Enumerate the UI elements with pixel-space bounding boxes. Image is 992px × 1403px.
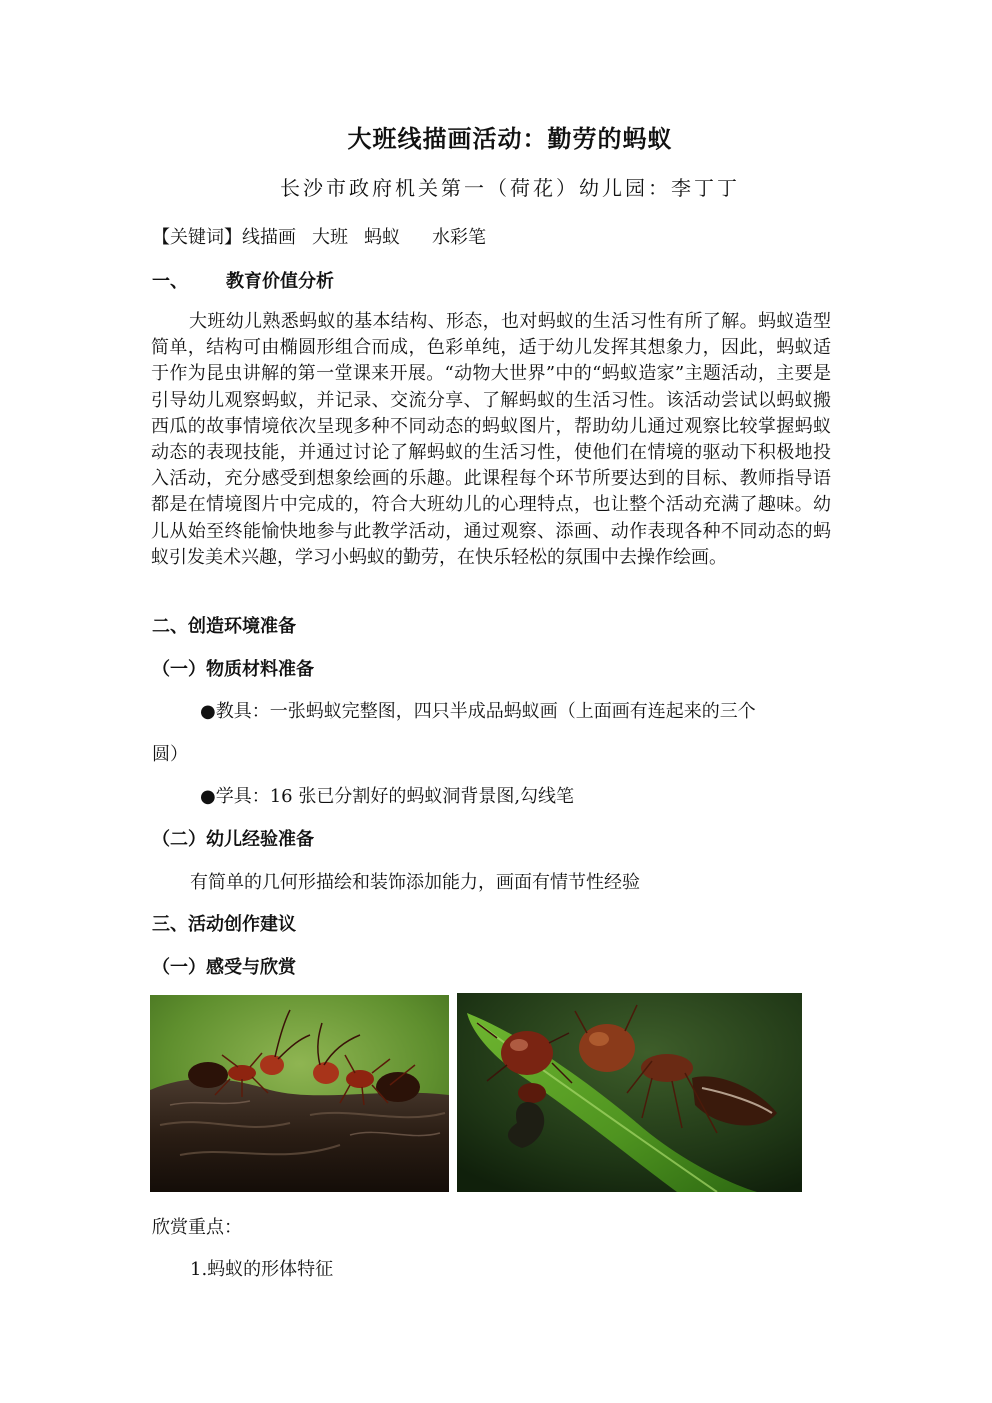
section1-paragraph: 大班幼儿熟悉蚂蚁的基本结构、形态，也对蚂蚁的生活习性有所了解。蚂蚁造型简单，结构可由椭圆形组合而成，色彩单纯，适于幼儿发挥其想象力，因此，蚂蚁适于作为昆虫讲解的第一堂课来开展。“动物大世界”中的“蚂蚁造家”主题活动，主要是引导幼儿观察蚂蚁，并记录、交流分享、了解蚂蚁的生活习性。该活动尝试以蚂蚁搬西瓜的故事情境依次呈现多种不同动态的蚂蚁图片，帮助幼儿通过观察比较掌握蚂蚁动态的表现技能，并通过讨论了解蚂蚁的生活习性，使他们在情境的驱动下积极地投入活动，充分感受到想象绘画的乐趣。此课程每个环节所要达到的目标、教师指导语都是在情境图片中完成的，符合大班幼儿的心理特点，也让整个活动充满了趣味。幼儿从始至终能愉快地参与此教学活动，通过观察、添画、动作表现各种不同动态的蚂蚁引发美术兴趣，学习小蚂蚁的勤劳，在快乐轻松的氛围中去操作绘画。 <box>151 311 831 568</box>
keyword-1: 线描画 <box>242 227 296 248</box>
section3-heading: 三、活动创作建议 <box>152 914 296 935</box>
keyword-3: 蚂蚁 <box>364 227 400 248</box>
keywords-line <box>152 223 502 249</box>
teaching-aids-line1: ●教具：一张蚂蚁完整图，四只半成品蚂蚁画（上面画有连起来的三个 <box>200 701 756 722</box>
section1-number: 一、 <box>152 271 188 292</box>
section2-heading: 二、创造环境准备 <box>152 616 296 637</box>
section3-sub1-heading: （一）感受与欣赏 <box>152 957 296 978</box>
focus-label: 欣赏重点： <box>152 1217 242 1238</box>
ants-on-leaf-illustration <box>457 993 802 1192</box>
section2-sub2-heading: （二）幼儿经验准备 <box>152 829 314 850</box>
section2-sub1-heading: （一）物质材料准备 <box>152 659 314 680</box>
page-title: 大班线描画活动：勤劳的蚂蚁 <box>347 125 673 153</box>
section1-heading <box>152 267 334 293</box>
teaching-aids-line2: 圆） <box>152 744 188 765</box>
focus-point-1: 1.蚂蚁的形体特征 <box>190 1259 334 1280</box>
ants-on-bark-illustration <box>150 995 449 1192</box>
keyword-2: 大班 <box>312 227 348 248</box>
section1-title: 教育价值分析 <box>226 271 334 292</box>
keywords-label: 【关键词】 <box>152 227 242 248</box>
author-line: 长沙市政府机关第一（荷花）幼儿园：李丁丁 <box>280 176 740 200</box>
learning-tools-line: ●学具：16 张已分割好的蚂蚁洞背景图,勾线笔 <box>200 786 575 807</box>
keyword-4: 水彩笔 <box>432 227 486 248</box>
ants-on-leaf-photo <box>457 993 802 1192</box>
ants-on-bark-photo <box>150 995 449 1192</box>
experience-text: 有简单的几何形描绘和装饰添加能力，画面有情节性经验 <box>190 872 640 893</box>
